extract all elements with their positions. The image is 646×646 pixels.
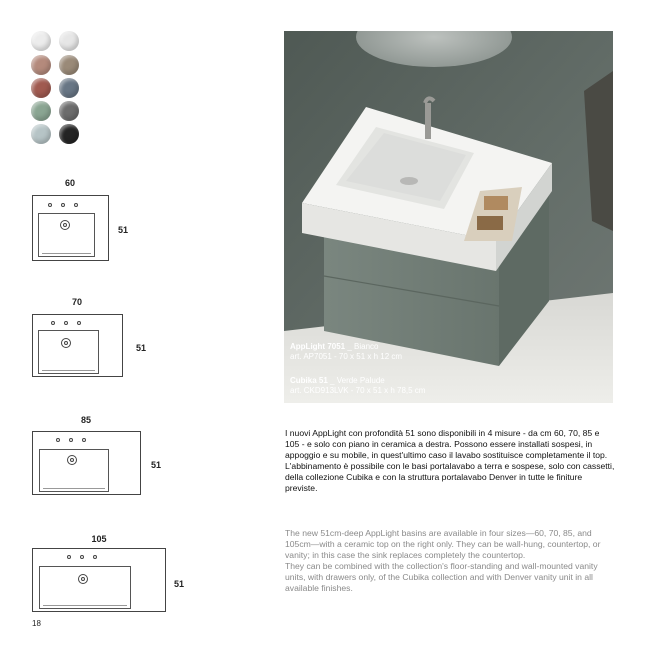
swatch-taupe[interactable] — [59, 55, 79, 75]
width-label-105: 105 — [91, 534, 107, 544]
tap-hole — [51, 321, 55, 325]
swatch-steel-blue[interactable] — [59, 78, 79, 98]
bowl-outline — [38, 213, 95, 257]
description-italian: I nuovi AppLight con profondità 51 sono disponibili in 4 misure - da cm 60, 70, 85 e 105 - e solo con piano in ceramica a destra. Possono essere installati sospesi, in appoggio e su mobile, in quest'ultimo caso il lavabo sostituisce completamente il top. L'abbinamento è possibile con le basi portalavabo a terra e sospese, solo con cassetti, della collezione Cubika e con la struttura portalavabo Denver in tutte le finiture previste. — [285, 428, 615, 493]
bowl-outline — [39, 449, 109, 492]
width-label-85: 85 — [80, 415, 91, 425]
depth-label-85: 51 — [151, 460, 162, 470]
depth-label-70: 51 — [136, 343, 147, 353]
width-label-60: 60 — [64, 178, 75, 188]
bowl-outline — [38, 330, 99, 374]
drain-icon — [61, 338, 71, 348]
tap-hole — [64, 321, 68, 325]
tap-hole — [80, 555, 84, 559]
tap-hole — [77, 321, 81, 325]
caption-cabinet — [290, 376, 425, 396]
tap-hole — [69, 438, 73, 442]
page-number: 18 — [32, 619, 41, 628]
swatch-white-2[interactable] — [59, 31, 79, 51]
swatch-sage[interactable] — [31, 101, 51, 121]
swatch-rose[interactable] — [31, 55, 51, 75]
width-label-70: 70 — [71, 297, 82, 307]
swatch-pale-blue[interactable] — [31, 124, 51, 144]
caption-basin-finish: Bianco — [354, 342, 379, 351]
basin-outline-85 — [32, 431, 141, 495]
swatch-grey[interactable] — [59, 101, 79, 121]
caption-cabinet-article: art. CKD913LVK - 70 x 51 x h 78,5 cm — [290, 386, 426, 395]
tap-hole — [82, 438, 86, 442]
tap-hole — [93, 555, 97, 559]
drain-icon — [67, 455, 77, 465]
basin-outline-60 — [32, 195, 109, 261]
tap-hole — [74, 203, 78, 207]
tap-hole — [56, 438, 60, 442]
basin-outline-70 — [32, 314, 123, 377]
tap-hole — [48, 203, 52, 207]
tap-hole — [67, 555, 71, 559]
depth-label-60: 51 — [118, 225, 129, 235]
caption-basin-name: AppLight 7051 — [290, 342, 346, 351]
depth-label-105: 51 — [174, 579, 185, 589]
caption-basin — [290, 342, 402, 362]
caption-cabinet-finish: Verde Palude — [336, 376, 385, 385]
drain-icon — [60, 220, 70, 230]
caption-separator: _ — [330, 376, 335, 385]
caption-basin-article: art. AP7051 - 70 x 51 x h 12 cm — [290, 352, 403, 361]
drain-icon — [78, 574, 88, 584]
description-english: The new 51cm-deep AppLight basins are available in four sizes—60, 70, 85, and 105cm—with a ceramic top on the right only. They can be wall-hung, countertop, or vanity; in this case the sink replaces completely the countertop. They can be combined with the collection's floor-standing and wall-mounted vanity units, with drawers only, of the Cubika collection and with Denver vanity unit in all available finishes. — [285, 528, 601, 593]
swatch-white-1[interactable] — [31, 31, 51, 51]
swatch-black[interactable] — [59, 124, 79, 144]
caption-separator: _ — [347, 342, 352, 351]
bowl-outline — [39, 566, 131, 609]
caption-cabinet-name: Cubika 51 — [290, 376, 328, 385]
product-photo — [284, 31, 613, 403]
basin-outline-105 — [32, 548, 166, 612]
tap-hole — [61, 203, 65, 207]
swatch-brick[interactable] — [31, 78, 51, 98]
